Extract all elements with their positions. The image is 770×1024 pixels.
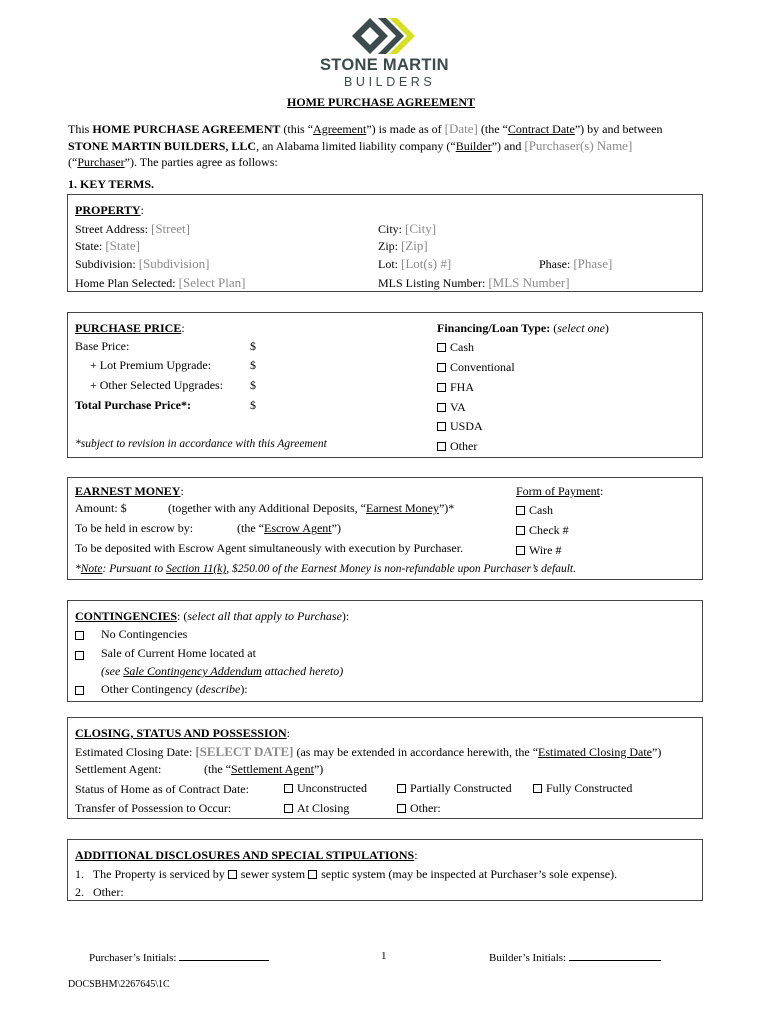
document-id: DOCSBHM\2267645\1C bbox=[68, 979, 170, 990]
sale-contingency-addendum-link[interactable]: Sale Contingency Addendum bbox=[123, 664, 262, 678]
escrow-defined-term: Escrow Agent bbox=[263, 521, 332, 535]
zip-label: Zip: bbox=[378, 239, 398, 253]
checkbox[interactable] bbox=[516, 526, 525, 535]
other-disclosure-field[interactable]: Other: bbox=[93, 885, 124, 899]
plan-label: Home Plan Selected: bbox=[75, 276, 176, 290]
subdivision-row bbox=[75, 256, 209, 272]
checkbox[interactable] bbox=[437, 383, 446, 392]
transfer-option[interactable]: Other: bbox=[397, 801, 441, 816]
zip-field[interactable]: [Zip] bbox=[401, 238, 428, 253]
financing-select-hint: (select one) bbox=[553, 321, 609, 335]
phase-label: Phase: bbox=[539, 257, 571, 271]
mls-row bbox=[378, 275, 570, 291]
earnest-together-text: (together with any Additional Deposits, “Earnest Money”)* bbox=[168, 501, 455, 515]
lot-premium-label: + Lot Premium Upgrade: bbox=[90, 358, 212, 372]
earnest-note: *Note: Pursuant to Section 11(k), $250.00 of the Earnest Money is non-refundable upon Purchaser’s default. bbox=[75, 563, 576, 575]
checkbox[interactable] bbox=[516, 506, 525, 515]
mls-field[interactable]: [MLS Number] bbox=[488, 275, 570, 290]
form-of-payment-text: Form of Payment bbox=[516, 484, 600, 498]
financing-option[interactable] bbox=[437, 380, 474, 395]
sale-addendum-note: (see Sale Contingency Addendum attached hereto) bbox=[101, 664, 344, 678]
financing-heading bbox=[437, 321, 609, 336]
property-heading-colon: : bbox=[140, 203, 144, 217]
status-option[interactable]: Unconstructed bbox=[284, 781, 367, 796]
status-option[interactable]: Fully Constructed bbox=[533, 781, 632, 796]
intro-line-2 bbox=[68, 138, 632, 154]
phase-row bbox=[539, 256, 612, 272]
property-heading-text: PROPERTY bbox=[75, 203, 141, 217]
financing-option-label: Conventional bbox=[450, 360, 515, 374]
estimated-closing-row: Estimated Closing Date: [SELECT DATE] (as may be extended in accordance herewith, the “Estimated Closing Date”) bbox=[75, 744, 662, 759]
other-upgrades-field[interactable]: $ bbox=[250, 378, 256, 392]
checkbox[interactable] bbox=[533, 784, 542, 793]
street-row bbox=[75, 221, 190, 237]
financing-heading-text: Financing/Loan Type: bbox=[437, 321, 551, 335]
intro-defined-term: Builder bbox=[455, 139, 492, 153]
other-contingency-checkbox[interactable] bbox=[75, 686, 84, 695]
intro-line-1 bbox=[68, 121, 662, 137]
intro-agreement-name: HOME PURCHASE AGREEMENT bbox=[92, 122, 281, 136]
lot-label: Lot: bbox=[378, 257, 398, 271]
document-title: HOME PURCHASE AGREEMENT bbox=[287, 95, 476, 109]
price-revision-note: *subject to revision in accordance with this Agreement bbox=[75, 438, 327, 450]
city-label: City: bbox=[378, 222, 403, 236]
intro-defined-term: Agreement bbox=[313, 122, 367, 136]
financing-option[interactable] bbox=[437, 419, 483, 434]
lot-field[interactable]: [Lot(s) #] bbox=[401, 256, 452, 271]
deposit-instructions: To be deposited with Escrow Agent simultaneously with execution by Purchaser. bbox=[75, 541, 464, 555]
closing-heading-text: CLOSING, STATUS AND POSSESSION bbox=[75, 726, 287, 740]
plan-row bbox=[75, 275, 245, 291]
payment-option[interactable] bbox=[516, 523, 569, 538]
escrow-label: To be held in escrow by: bbox=[75, 521, 194, 535]
street-field[interactable]: [Street] bbox=[151, 221, 190, 236]
mls-label: MLS Listing Number: bbox=[378, 276, 486, 290]
phase-field[interactable]: [Phase] bbox=[573, 256, 613, 271]
financing-option-label: FHA bbox=[450, 380, 475, 394]
checkbox[interactable] bbox=[516, 546, 525, 555]
earnest-heading-colon: : bbox=[180, 484, 184, 498]
intro-text: ”) is made as of bbox=[366, 122, 445, 136]
checkbox[interactable] bbox=[437, 442, 446, 451]
purchaser-initials: Purchaser’s Initials: bbox=[89, 950, 269, 964]
contingencies-heading: CONTINGENCIES: (select all that apply to Purchase): bbox=[75, 609, 350, 623]
transfer-option[interactable]: At Closing bbox=[284, 801, 349, 816]
payment-option-label: Check # bbox=[529, 523, 569, 537]
city-row bbox=[378, 221, 436, 237]
purchase-heading bbox=[75, 321, 185, 336]
plan-select-field[interactable]: [Select Plan] bbox=[178, 275, 246, 290]
zip-row bbox=[378, 238, 428, 254]
earnest-defined-term: Earnest Money bbox=[365, 501, 439, 515]
checkbox[interactable] bbox=[437, 343, 446, 352]
intro-text: (the “ bbox=[477, 122, 508, 136]
financing-option-label: USDA bbox=[450, 419, 483, 433]
base-price-field[interactable]: $ bbox=[250, 339, 256, 353]
checkbox[interactable] bbox=[284, 804, 293, 813]
form-of-payment-heading: Form of Payment: bbox=[516, 484, 604, 498]
financing-option-label: Cash bbox=[450, 340, 474, 354]
additional-heading-text: ADDITIONAL DISCLOSURES AND SPECIAL STIPULATIONS bbox=[75, 848, 415, 862]
transfer-label: Transfer of Possession to Occur: bbox=[75, 801, 232, 815]
no-contingencies-checkbox[interactable] bbox=[75, 631, 84, 640]
disclosure-item-2: 2. Other: bbox=[75, 885, 124, 899]
payment-option-label: Wire # bbox=[529, 543, 562, 557]
logo-text-line2: BUILDERS bbox=[344, 75, 436, 89]
builder-initials-field[interactable] bbox=[569, 950, 661, 961]
builder-name: STONE MARTIN BUILDERS, LLC bbox=[68, 139, 257, 153]
earnest-amount-field[interactable]: Amount: $ bbox=[75, 501, 127, 515]
purchase-heading-colon: : bbox=[181, 321, 185, 335]
intro-defined-term: Purchaser bbox=[77, 155, 125, 169]
purchase-heading-text: PURCHASE PRICE bbox=[75, 321, 182, 335]
city-field[interactable]: [City] bbox=[405, 221, 437, 236]
intro-text: This bbox=[68, 122, 93, 136]
financing-option[interactable] bbox=[437, 340, 474, 355]
intro-text: (“ bbox=[68, 155, 78, 169]
purchaser-name-field[interactable]: [Purchaser(s) Name] bbox=[524, 138, 633, 153]
intro-text: ”) and bbox=[491, 139, 525, 153]
sale-contingency-checkbox[interactable] bbox=[75, 651, 84, 660]
closing-date-select[interactable]: [SELECT DATE] bbox=[195, 744, 294, 759]
financing-option-label: Other bbox=[450, 439, 478, 453]
checkbox[interactable] bbox=[437, 403, 446, 412]
earnest-heading bbox=[75, 484, 184, 499]
intro-line-3 bbox=[68, 155, 278, 170]
lot-row bbox=[378, 256, 451, 272]
financing-option-label: VA bbox=[450, 400, 466, 414]
state-row bbox=[75, 238, 140, 254]
logo-text-line1: STONE MARTIN bbox=[320, 56, 449, 74]
other-contingency-label: Other Contingency (describe): bbox=[101, 682, 248, 696]
state-label: State: bbox=[75, 239, 103, 253]
financing-option[interactable] bbox=[437, 360, 515, 375]
builder-initials: Builder’s Initials: bbox=[489, 950, 661, 964]
key-terms-heading: 1. KEY TERMS. bbox=[68, 177, 155, 191]
payment-option[interactable] bbox=[516, 503, 553, 518]
disclosure-item-1: 1. The Property is serviced by sewer system septic system (may be inspected at Purchaser’s sole expense). bbox=[75, 867, 618, 881]
intro-text: (this “ bbox=[280, 122, 314, 136]
closing-heading: CLOSING, STATUS AND POSSESSION: bbox=[75, 726, 290, 740]
section-reference-link[interactable]: Section 11(k) bbox=[166, 563, 227, 575]
settlement-agent-text: (the “Settlement Agent”) bbox=[204, 762, 324, 776]
payment-option-label: Cash bbox=[529, 503, 553, 517]
checkbox[interactable] bbox=[284, 784, 293, 793]
checkbox[interactable] bbox=[437, 363, 446, 372]
earnest-heading-text: EARNEST MONEY bbox=[75, 484, 181, 498]
sale-contingency-label: Sale of Current Home located at bbox=[101, 646, 256, 660]
other-upgrades-label: + Other Selected Upgrades: bbox=[90, 378, 224, 392]
settlement-agent-label: Settlement Agent: bbox=[75, 762, 162, 776]
subdivision-label: Subdivision: bbox=[75, 257, 136, 271]
sewer-checkbox[interactable] bbox=[228, 870, 237, 879]
additional-heading: ADDITIONAL DISCLOSURES AND SPECIAL STIPULATIONS: bbox=[75, 848, 418, 862]
no-contingencies-label: No Contingencies bbox=[101, 627, 188, 641]
page-number: 1 bbox=[381, 950, 387, 962]
status-option[interactable]: Partially Constructed bbox=[397, 781, 512, 796]
date-field[interactable]: [Date] bbox=[444, 121, 478, 136]
street-label: Street Address: bbox=[75, 222, 148, 236]
intro-text: ”). The parties agree as follows: bbox=[124, 155, 278, 169]
financing-option[interactable] bbox=[437, 439, 477, 454]
status-label: Status of Home as of Contract Date: bbox=[75, 782, 249, 796]
intro-defined-term: Contract Date bbox=[507, 122, 575, 136]
checkbox[interactable] bbox=[397, 784, 406, 793]
septic-checkbox[interactable] bbox=[308, 870, 317, 879]
financing-option[interactable] bbox=[437, 400, 466, 415]
intro-text: ”) by and between bbox=[574, 122, 663, 136]
total-price-label: Total Purchase Price*: bbox=[75, 398, 191, 412]
base-price-label: Base Price: bbox=[75, 339, 130, 353]
checkbox[interactable] bbox=[437, 422, 446, 431]
lot-premium-field[interactable]: $ bbox=[250, 358, 256, 372]
escrow-agent-text: (the “Escrow Agent”) bbox=[237, 521, 341, 535]
total-price-field[interactable]: $ bbox=[250, 398, 256, 412]
state-field[interactable]: [State] bbox=[105, 238, 140, 253]
property-heading bbox=[75, 203, 144, 218]
checkbox[interactable] bbox=[397, 804, 406, 813]
subdivision-field[interactable]: [Subdivision] bbox=[138, 256, 210, 271]
contingencies-heading-text: CONTINGENCIES bbox=[75, 609, 178, 623]
payment-option[interactable] bbox=[516, 543, 562, 558]
intro-text: , an Alabama limited liability company (“ bbox=[256, 139, 456, 153]
logo-chevron-icon bbox=[352, 18, 416, 54]
purchaser-initials-field[interactable] bbox=[179, 950, 269, 961]
